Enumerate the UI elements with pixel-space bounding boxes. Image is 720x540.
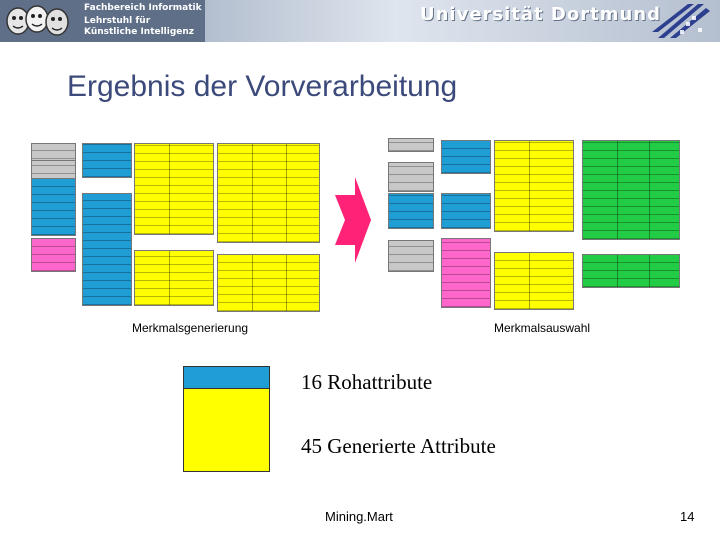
faculty-line-2: Lehrstuhl für xyxy=(84,16,151,26)
faculty-line-1: Fachbereich Informatik xyxy=(84,3,202,13)
table-yellow-4 xyxy=(217,254,320,312)
university-name: Universität Dortmund xyxy=(420,4,661,25)
sel-table-blue-1 xyxy=(388,193,434,229)
table-magenta xyxy=(31,238,76,272)
faculty-logo xyxy=(4,3,74,39)
table-blue-1 xyxy=(31,178,76,236)
sel-table-magenta xyxy=(441,238,491,308)
faculty-panel xyxy=(0,0,205,42)
sel-table-yellow-1 xyxy=(494,140,574,232)
sel-table-gray-3 xyxy=(388,240,434,272)
university-logo xyxy=(648,2,714,40)
sel-table-gray-2 xyxy=(388,162,434,192)
sel-table-gray-1 xyxy=(388,138,434,152)
sel-table-yellow-2 xyxy=(494,252,574,310)
sel-table-blue-2 xyxy=(441,140,491,174)
table-blue-3 xyxy=(82,193,132,306)
page-number: 14 xyxy=(680,509,695,524)
faculty-line-3: Künstliche Intelligenz xyxy=(84,27,195,37)
legend-label-raw: 16 Rohattribute xyxy=(301,370,433,394)
caption-feature-generation: Merkmalsgenerierung xyxy=(132,321,249,335)
legend-swatch-raw xyxy=(183,366,270,389)
table-blue-2 xyxy=(82,143,132,178)
caption-feature-selection: Merkmalsauswahl xyxy=(494,321,591,335)
sel-table-blue-3 xyxy=(441,193,491,229)
legend-label-generated: 45 Generierte Attribute xyxy=(301,434,496,458)
table-yellow-1 xyxy=(134,143,214,235)
slide-title: Ergebnis der Vorverarbeitung xyxy=(67,70,458,103)
header-banner xyxy=(0,0,720,42)
table-yellow-3 xyxy=(217,143,320,243)
legend-swatch-generated xyxy=(183,388,270,472)
right-arrow-icon xyxy=(333,175,373,265)
table-yellow-2 xyxy=(134,250,214,306)
sel-table-green-2 xyxy=(582,254,680,288)
footer-center: Mining.Mart xyxy=(325,509,393,524)
sel-table-green-1 xyxy=(582,140,680,240)
